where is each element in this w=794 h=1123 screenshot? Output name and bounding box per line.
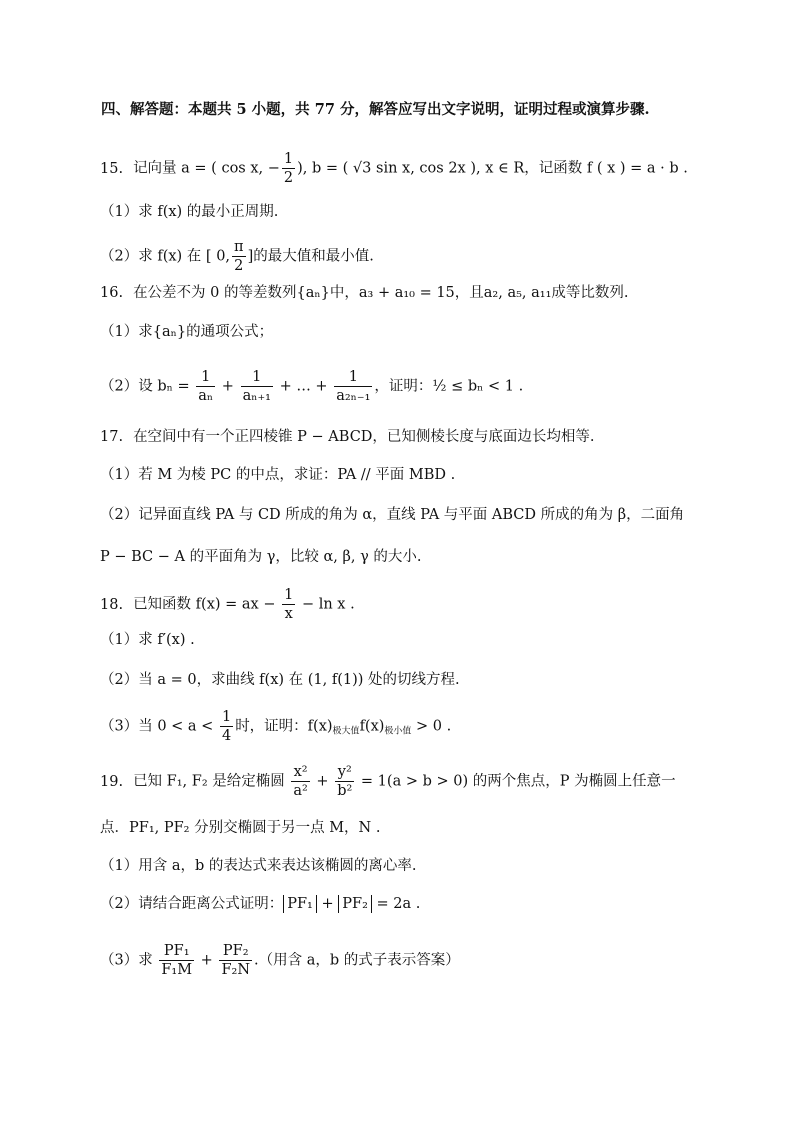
q15-interval-close: ] [247, 248, 254, 265]
q19-x-fraction: $\frac{\text{x²}}{\text{a²}}$ [293, 764, 308, 799]
q18-max-subscript: 极大值 [332, 726, 360, 737]
q19-ratio2-fraction: $\frac{\text{PF₂}}{\text{F₂N}}$ [221, 943, 251, 978]
q15-number: 15. [100, 160, 124, 177]
q16-part2: （2）设 bₙ = $\frac{1}{\text{aₙ}}$ + $\frac{1}{\text{aₙ₊₁}}$ + … + $\frac{1}{\text{a₂ₙ₋₁}}$ ，证明：½ ≤ bₙ < 1 . [100, 369, 524, 404]
q19-abs-pf2: PF₂ [338, 895, 372, 913]
q15-lead: 记向量 [133, 160, 177, 177]
q19-y-fraction: $\frac{\text{y²}}{\text{b²}}$ [337, 764, 353, 799]
q17-part2-line2: P − BC − A 的平面角为 γ，比较 α, β, γ 的大小. [100, 549, 422, 565]
q18-quarter-fraction: $\frac{1}{4}$ [221, 709, 232, 744]
q17-part1: （1）若 M 为棱 PC 的中点，求证：PA // 平面 MBD . [100, 467, 456, 483]
q19-abs-pf1: PF₁ [283, 895, 317, 913]
q18-part1: （1）求 f′(x) . [100, 632, 195, 648]
q15-half-fraction: $\frac{1}{2}$ [283, 151, 294, 186]
section-header: 四、解答题：本题共 5 小题，共 77 分，解答应写出文字说明，证明过程或演算步骤. [101, 101, 650, 118]
q19-part1: （1）用含 a，b 的表达式来表达该椭圆的离心率. [100, 858, 417, 874]
q15-b-vector: ), b = ( √3 sin x, cos 2x ), x ∈ R，记函数 f ( x ) = a · b . [297, 160, 688, 177]
q18-min-subscript: 极小值 [384, 726, 412, 737]
q19-ratio1-fraction: $\frac{\text{PF₁}}{\text{F₁M}}$ [161, 943, 193, 978]
q19-stem-line2: 点．PF₁, PF₂ 分别交椭圆于另一点 M，N . [100, 820, 381, 836]
q19-part2: （2）请结合距离公式证明： PF₁ + PF₂ = 2a . [100, 896, 421, 912]
q19-stem-line1: 19. 已知 F₁, F₂ 是给定椭圆 $\frac{\text{x²}}{\text{a²}}$ + $\frac{\text{y²}}{\text{b²}}$ = 1(a > b > 0) 的两个焦点，P 为椭圆上任意一 [100, 764, 676, 799]
q16-term3-fraction: $\frac{1}{\text{a₂ₙ₋₁}}$ [336, 369, 371, 404]
q15-a-vector: a = ( cos x, − [181, 160, 280, 177]
q18-number: 18. [100, 596, 124, 613]
q16-number: 16. [100, 285, 124, 301]
q16-stem: 16. 在公差不为 0 的等差数列{aₙ}中，a₃ + a₁₀ = 15，且a₂, a₅, a₁₁成等比数列. [100, 285, 629, 301]
q15-interval-open: [ 0, [205, 248, 231, 265]
q15-part1: （1）求 f(x) 的最小正周期. [100, 204, 279, 220]
q17-number: 17. [100, 429, 124, 445]
q17-part2-line1: （2）记异面直线 PA 与 CD 所成的角为 α，直线 PA 与平面 ABCD 所成的角为 β，二面角 [100, 507, 685, 523]
q16-term1-fraction: $\frac{1}{\text{aₙ}}$ [198, 369, 214, 404]
q18-part2: （2）当 a = 0，求曲线 f(x) 在 (1, f(1)) 处的切线方程. [100, 672, 460, 688]
q17-stem: 17. 在空间中有一个正四棱锥 P − ABCD，已知侧棱长度与底面边长均相等. [100, 429, 595, 445]
q16-part1: （1）求{aₙ}的通项公式； [100, 324, 274, 340]
q18-part3: （3）当 0 < a < $\frac{1}{4}$ 时，证明：$f(x)_{极大值}f(x)_{极小值} > 0$ . [100, 709, 452, 744]
q15-pi-half-fraction: $\frac{\pi}{2}$ [234, 239, 244, 274]
q19-part3: （3）求 $\frac{\text{PF₁}}{\text{F₁M}}$ + $\frac{\text{PF₂}}{\text{F₂N}}$ .（用含 a，b 的式子表示答案） [100, 943, 460, 978]
q16-term2-fraction: $\frac{1}{\text{aₙ₊₁}}$ [242, 369, 271, 404]
q19-number: 19. [100, 773, 124, 790]
q15-part2: （2）求 f(x) 在 [ 0, $\frac{\pi}{2}$ ]的最大值和最小值. [100, 239, 374, 274]
q18-one-over-x-fraction: $\frac{1}{x}$ [284, 587, 294, 622]
q18-stem: 18. 已知函数 f(x) = ax − $\frac{1}{x}$ − ln x . [100, 587, 355, 622]
q15-stem [100, 150, 688, 187]
